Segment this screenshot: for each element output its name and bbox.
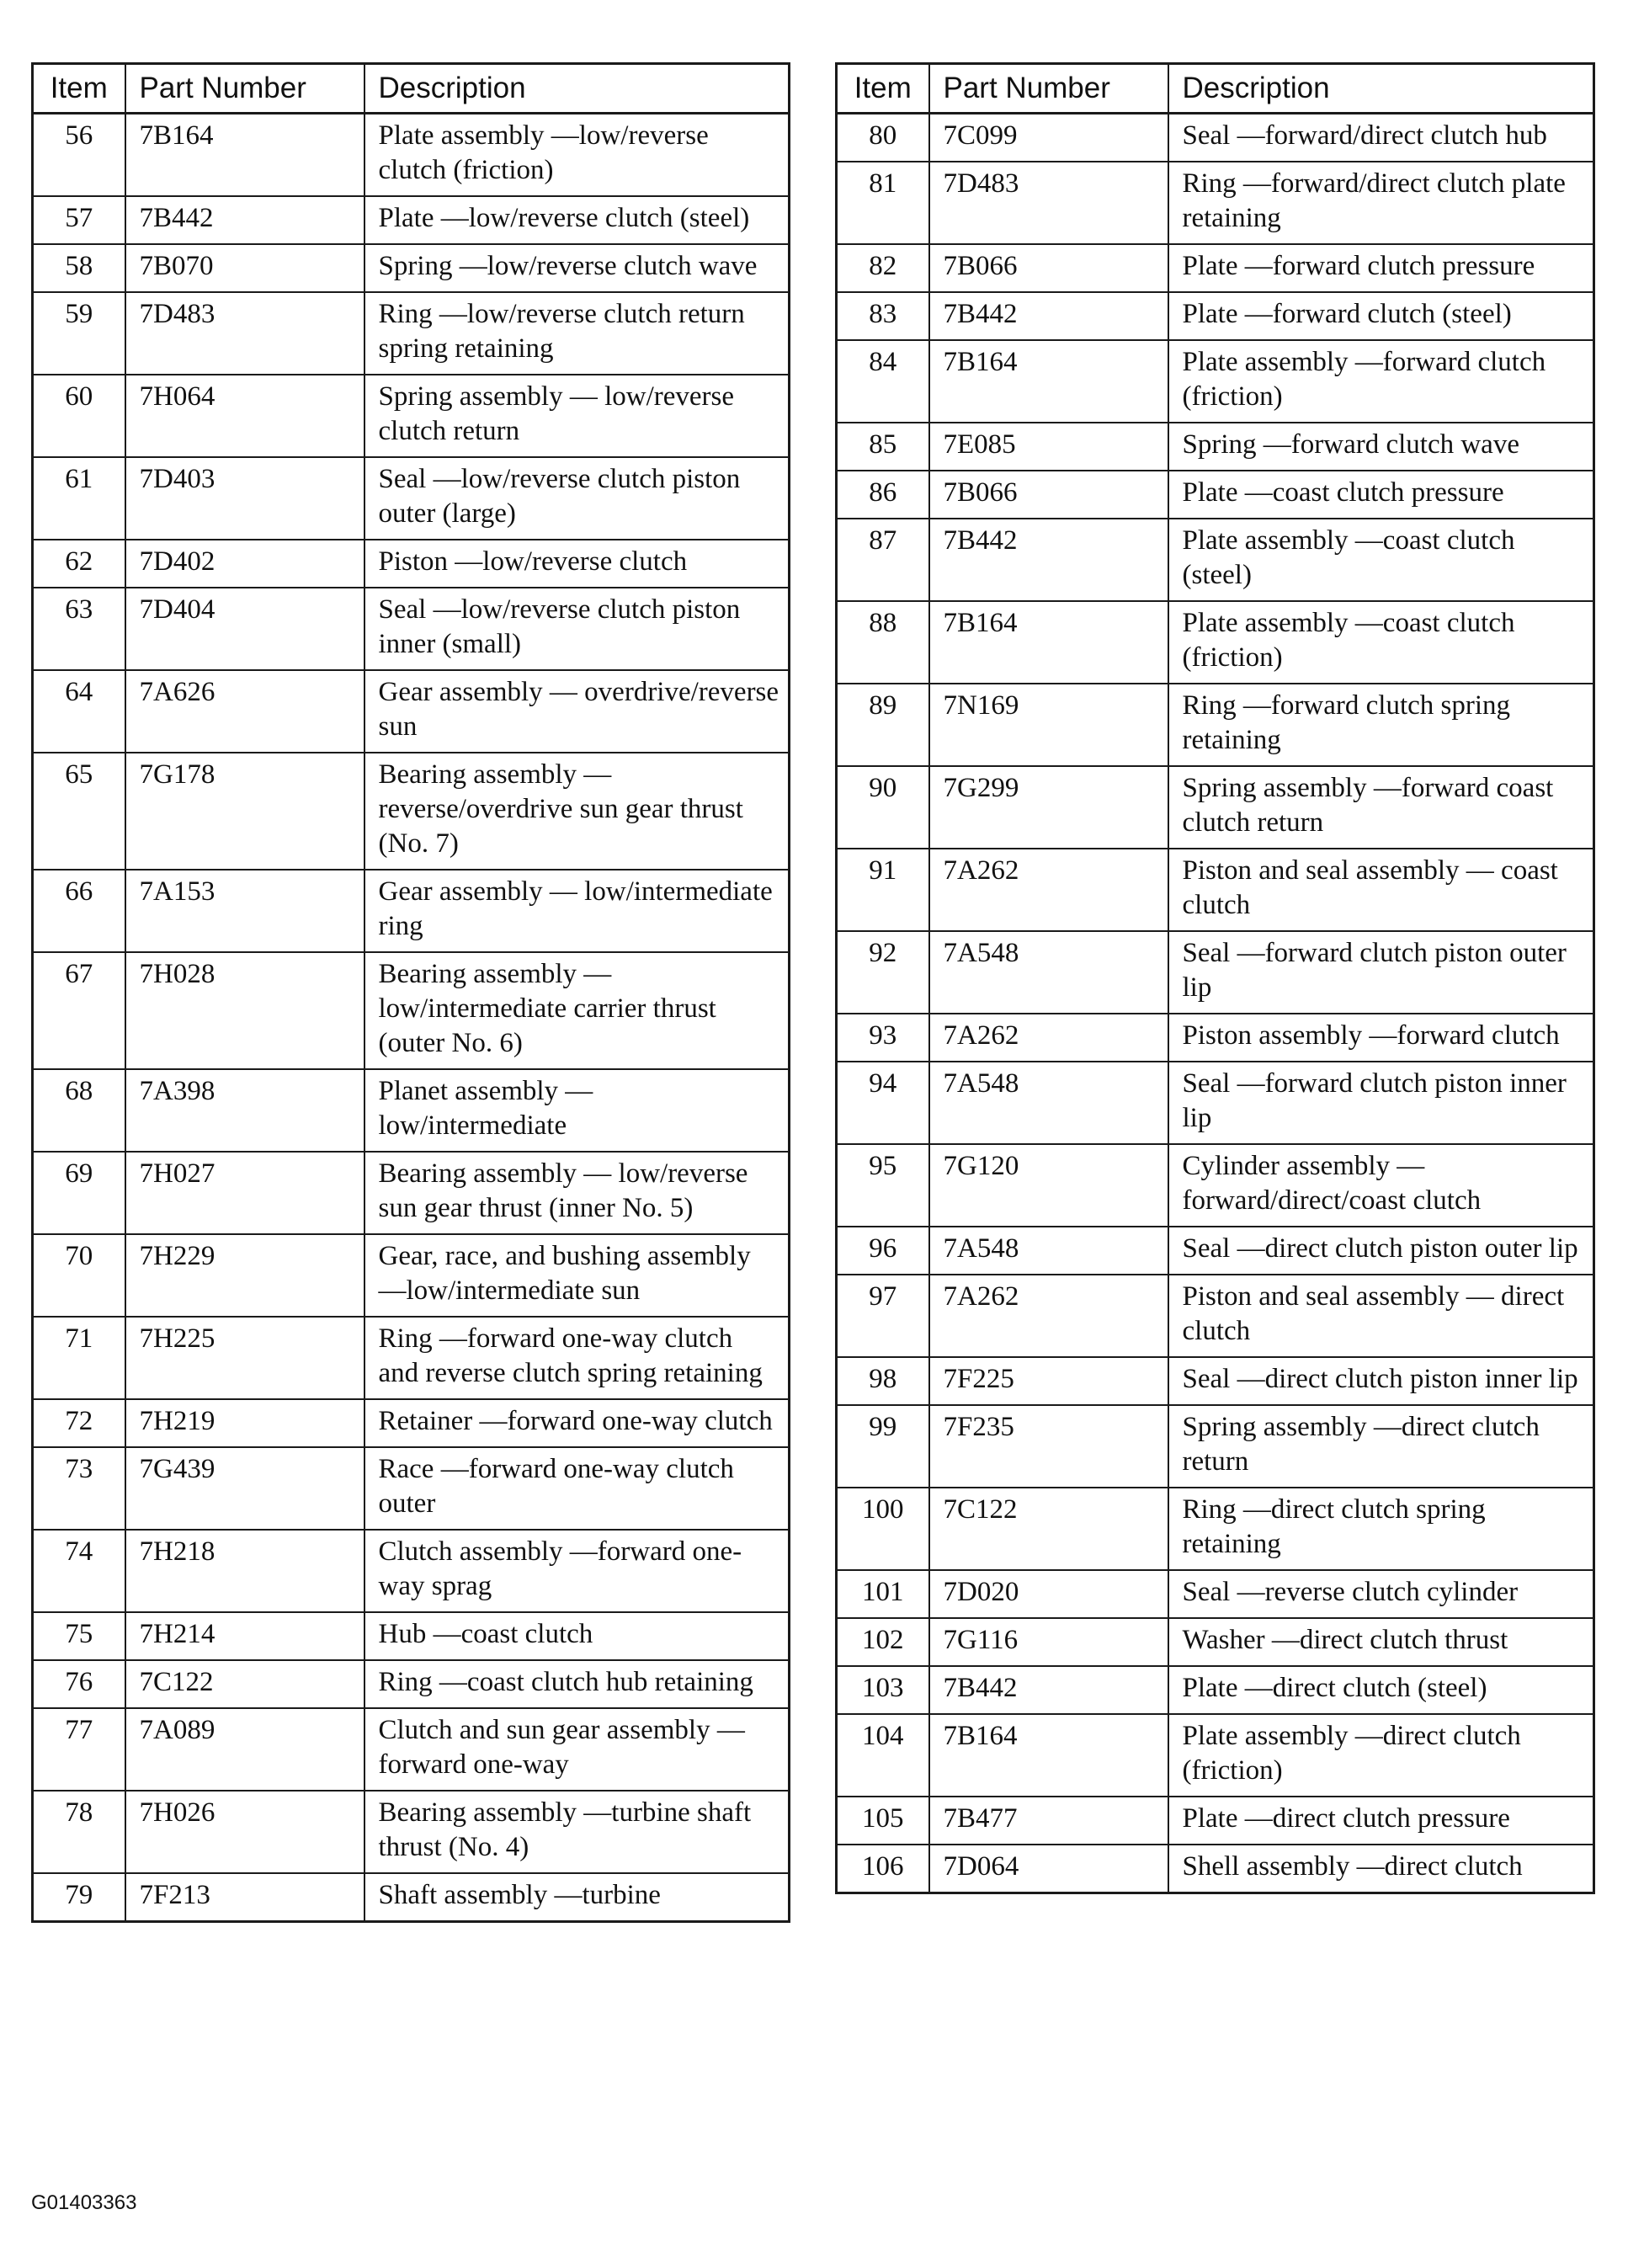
part-number: 7D064 [929, 1845, 1168, 1893]
part-number: 7A262 [929, 1014, 1168, 1062]
column-header-part-number: Part Number [929, 64, 1168, 114]
item-number: 86 [837, 471, 929, 519]
part-number: 7C122 [929, 1488, 1168, 1570]
item-number: 82 [837, 244, 929, 292]
item-number: 80 [837, 114, 929, 162]
item-number: 78 [33, 1791, 125, 1873]
item-number: 101 [837, 1570, 929, 1618]
table-row [837, 931, 1594, 1014]
part-number: 7B442 [929, 1666, 1168, 1714]
part-description: Piston and seal assembly — coast clutch [1168, 849, 1594, 931]
table-row [33, 1069, 790, 1152]
item-number: 87 [837, 519, 929, 601]
table-row [33, 1447, 790, 1530]
parts-table-left [31, 62, 790, 1923]
item-number: 66 [33, 870, 125, 952]
part-description: Gear assembly — low/intermediate ring [364, 870, 790, 952]
item-number: 77 [33, 1708, 125, 1791]
column-header-part-number: Part Number [125, 64, 364, 114]
part-number: 7A548 [929, 1062, 1168, 1144]
item-number: 69 [33, 1152, 125, 1234]
part-description: Seal —forward clutch piston inner lip [1168, 1062, 1594, 1144]
part-description: Piston —low/reverse clutch [364, 540, 790, 588]
item-number: 68 [33, 1069, 125, 1152]
part-description: Seal —low/reverse clutch piston outer (large) [364, 457, 790, 540]
item-number: 64 [33, 670, 125, 753]
column-header-description: Description [364, 64, 790, 114]
part-number: 7B477 [929, 1797, 1168, 1845]
table-row [837, 766, 1594, 849]
item-number: 65 [33, 753, 125, 870]
part-number: 7D404 [125, 588, 364, 670]
table-row [33, 870, 790, 952]
table-row [33, 1660, 790, 1708]
table-row [837, 340, 1594, 423]
table-row [837, 162, 1594, 244]
part-number: 7B164 [125, 114, 364, 197]
part-description: Seal —low/reverse clutch piston inner (small) [364, 588, 790, 670]
item-number: 96 [837, 1227, 929, 1275]
part-description: Bearing assembly — low/intermediate carrier thrust (outer No. 6) [364, 952, 790, 1069]
part-number: 7A153 [125, 870, 364, 952]
table-row [837, 1714, 1594, 1797]
part-number: 7C099 [929, 114, 1168, 162]
part-number: 7H219 [125, 1399, 364, 1447]
table-row [33, 952, 790, 1069]
part-description: Plate —low/reverse clutch (steel) [364, 196, 790, 244]
item-number: 57 [33, 196, 125, 244]
item-number: 103 [837, 1666, 929, 1714]
header-row [837, 64, 1594, 114]
part-number: 7B442 [929, 292, 1168, 340]
part-number: 7B070 [125, 244, 364, 292]
item-number: 95 [837, 1144, 929, 1227]
part-number: 7H225 [125, 1317, 364, 1399]
part-description: Plate —direct clutch pressure [1168, 1797, 1594, 1845]
part-number: 7A548 [929, 1227, 1168, 1275]
part-description: Race —forward one-way clutch outer [364, 1447, 790, 1530]
item-number: 104 [837, 1714, 929, 1797]
item-number: 93 [837, 1014, 929, 1062]
item-number: 74 [33, 1530, 125, 1612]
part-description: Bearing assembly — reverse/overdrive sun gear thrust (No. 7) [364, 753, 790, 870]
table-row [837, 1014, 1594, 1062]
part-number: 7F213 [125, 1873, 364, 1922]
part-number: 7H229 [125, 1234, 364, 1317]
part-number: 7D483 [929, 162, 1168, 244]
table-row [837, 1227, 1594, 1275]
part-number: 7H026 [125, 1791, 364, 1873]
item-number: 72 [33, 1399, 125, 1447]
part-number: 7H214 [125, 1612, 364, 1660]
part-description: Spring —low/reverse clutch wave [364, 244, 790, 292]
part-description: Piston assembly —forward clutch [1168, 1014, 1594, 1062]
part-number: 7E085 [929, 423, 1168, 471]
item-number: 59 [33, 292, 125, 375]
table-row [837, 1570, 1594, 1618]
table-row [33, 375, 790, 457]
table-row [837, 1488, 1594, 1570]
column-header-description: Description [1168, 64, 1594, 114]
part-number: 7G439 [125, 1447, 364, 1530]
part-number: 7A089 [125, 1708, 364, 1791]
part-description: Plate —forward clutch (steel) [1168, 292, 1594, 340]
table-row [837, 1357, 1594, 1405]
table-row [33, 1791, 790, 1873]
part-number: 7G178 [125, 753, 364, 870]
part-number: 7A262 [929, 1275, 1168, 1357]
item-number: 97 [837, 1275, 929, 1357]
table-row [837, 1144, 1594, 1227]
part-description: Ring —direct clutch spring retaining [1168, 1488, 1594, 1570]
column-header-item: Item [837, 64, 929, 114]
table-row [33, 1612, 790, 1660]
item-number: 60 [33, 375, 125, 457]
item-number: 73 [33, 1447, 125, 1530]
part-description: Shell assembly —direct clutch [1168, 1845, 1594, 1893]
item-number: 63 [33, 588, 125, 670]
table-row [837, 684, 1594, 766]
item-number: 88 [837, 601, 929, 684]
part-description: Plate assembly —coast clutch (steel) [1168, 519, 1594, 601]
part-number: 7A626 [125, 670, 364, 753]
table-row [837, 114, 1594, 162]
part-number: 7A398 [125, 1069, 364, 1152]
part-description: Plate —direct clutch (steel) [1168, 1666, 1594, 1714]
part-number: 7G120 [929, 1144, 1168, 1227]
part-description: Bearing assembly —turbine shaft thrust (No. 4) [364, 1791, 790, 1873]
table-row [837, 244, 1594, 292]
item-number: 75 [33, 1612, 125, 1660]
part-description: Ring —forward/direct clutch plate retaining [1168, 162, 1594, 244]
table-row [33, 114, 790, 197]
part-description: Seal —reverse clutch cylinder [1168, 1570, 1594, 1618]
table-row [33, 1873, 790, 1922]
part-number: 7A548 [929, 931, 1168, 1014]
table-row [33, 244, 790, 292]
item-number: 91 [837, 849, 929, 931]
part-description: Plate assembly —low/reverse clutch (friction) [364, 114, 790, 197]
item-number: 94 [837, 1062, 929, 1144]
part-number: 7B442 [929, 519, 1168, 601]
part-description: Cylinder assembly — forward/direct/coast clutch [1168, 1144, 1594, 1227]
table-row [33, 588, 790, 670]
part-description: Plate assembly —coast clutch (friction) [1168, 601, 1594, 684]
item-number: 61 [33, 457, 125, 540]
table-row [837, 1797, 1594, 1845]
table-row [837, 519, 1594, 601]
part-description: Seal —forward/direct clutch hub [1168, 114, 1594, 162]
table-row [33, 1317, 790, 1399]
table-row [33, 540, 790, 588]
table-row [837, 1618, 1594, 1666]
part-description: Seal —forward clutch piston outer lip [1168, 931, 1594, 1014]
part-description: Spring —forward clutch wave [1168, 423, 1594, 471]
part-description: Plate —coast clutch pressure [1168, 471, 1594, 519]
table-row [837, 471, 1594, 519]
part-description: Retainer —forward one-way clutch [364, 1399, 790, 1447]
part-number: 7D402 [125, 540, 364, 588]
item-number: 83 [837, 292, 929, 340]
part-description: Spring assembly —forward coast clutch return [1168, 766, 1594, 849]
part-description: Ring —forward clutch spring retaining [1168, 684, 1594, 766]
table-row [837, 1062, 1594, 1144]
part-description: Spring assembly — low/reverse clutch return [364, 375, 790, 457]
part-description: Planet assembly — low/intermediate [364, 1069, 790, 1152]
item-number: 90 [837, 766, 929, 849]
part-description: Gear assembly — overdrive/reverse sun [364, 670, 790, 753]
table-row [837, 1275, 1594, 1357]
item-number: 67 [33, 952, 125, 1069]
item-number: 105 [837, 1797, 929, 1845]
item-number: 98 [837, 1357, 929, 1405]
item-number: 62 [33, 540, 125, 588]
table-row [837, 601, 1594, 684]
part-number: 7H027 [125, 1152, 364, 1234]
table-row [33, 670, 790, 753]
table-row [33, 292, 790, 375]
table-row [837, 1405, 1594, 1488]
item-number: 79 [33, 1873, 125, 1922]
part-description: Shaft assembly —turbine [364, 1873, 790, 1922]
parts-table-right [835, 62, 1595, 1894]
part-number: 7G299 [929, 766, 1168, 849]
item-number: 58 [33, 244, 125, 292]
table-row [837, 849, 1594, 931]
part-number: 7N169 [929, 684, 1168, 766]
part-number: 7B066 [929, 244, 1168, 292]
table-row [33, 1234, 790, 1317]
part-number: 7G116 [929, 1618, 1168, 1666]
part-number: 7A262 [929, 849, 1168, 931]
part-number: 7B066 [929, 471, 1168, 519]
part-number: 7D020 [929, 1570, 1168, 1618]
part-description: Ring —low/reverse clutch return spring retaining [364, 292, 790, 375]
item-number: 99 [837, 1405, 929, 1488]
part-number: 7H218 [125, 1530, 364, 1612]
table-row [33, 196, 790, 244]
table-row [33, 1399, 790, 1447]
item-number: 89 [837, 684, 929, 766]
table-row [33, 1530, 790, 1612]
item-number: 100 [837, 1488, 929, 1570]
item-number: 76 [33, 1660, 125, 1708]
part-description: Spring assembly —direct clutch return [1168, 1405, 1594, 1488]
part-number: 7B164 [929, 1714, 1168, 1797]
item-number: 85 [837, 423, 929, 471]
table-row [837, 423, 1594, 471]
part-number: 7B164 [929, 340, 1168, 423]
part-description: Plate assembly —direct clutch (friction) [1168, 1714, 1594, 1797]
part-number: 7B164 [929, 601, 1168, 684]
part-description: Plate assembly —forward clutch (friction) [1168, 340, 1594, 423]
item-number: 92 [837, 931, 929, 1014]
table-row [837, 1666, 1594, 1714]
item-number: 71 [33, 1317, 125, 1399]
part-number: 7F235 [929, 1405, 1168, 1488]
part-description: Ring —forward one-way clutch and reverse clutch spring retaining [364, 1317, 790, 1399]
item-number: 106 [837, 1845, 929, 1893]
part-description: Ring —coast clutch hub retaining [364, 1660, 790, 1708]
column-header-item: Item [33, 64, 125, 114]
part-description: Clutch assembly —forward one-way sprag [364, 1530, 790, 1612]
part-number: 7H028 [125, 952, 364, 1069]
item-number: 84 [837, 340, 929, 423]
figure-code: G01403363 [31, 2191, 137, 2214]
part-description: Seal —direct clutch piston outer lip [1168, 1227, 1594, 1275]
table-row [837, 292, 1594, 340]
table-row [33, 1708, 790, 1791]
table-row [33, 1152, 790, 1234]
item-number: 70 [33, 1234, 125, 1317]
part-description: Clutch and sun gear assembly —forward one-way [364, 1708, 790, 1791]
part-description: Washer —direct clutch thrust [1168, 1618, 1594, 1666]
item-number: 81 [837, 162, 929, 244]
part-description: Hub —coast clutch [364, 1612, 790, 1660]
item-number: 56 [33, 114, 125, 197]
part-description: Seal —direct clutch piston inner lip [1168, 1357, 1594, 1405]
part-description: Bearing assembly — low/reverse sun gear thrust (inner No. 5) [364, 1152, 790, 1234]
part-number: 7D403 [125, 457, 364, 540]
table-row [837, 1845, 1594, 1893]
part-number: 7C122 [125, 1660, 364, 1708]
part-description: Plate —forward clutch pressure [1168, 244, 1594, 292]
part-description: Piston and seal assembly — direct clutch [1168, 1275, 1594, 1357]
header-row [33, 64, 790, 114]
item-number: 102 [837, 1618, 929, 1666]
table-row [33, 753, 790, 870]
table-row [33, 457, 790, 540]
part-description: Gear, race, and bushing assembly —low/intermediate sun [364, 1234, 790, 1317]
part-number: 7B442 [125, 196, 364, 244]
part-number: 7H064 [125, 375, 364, 457]
part-number: 7D483 [125, 292, 364, 375]
part-number: 7F225 [929, 1357, 1168, 1405]
